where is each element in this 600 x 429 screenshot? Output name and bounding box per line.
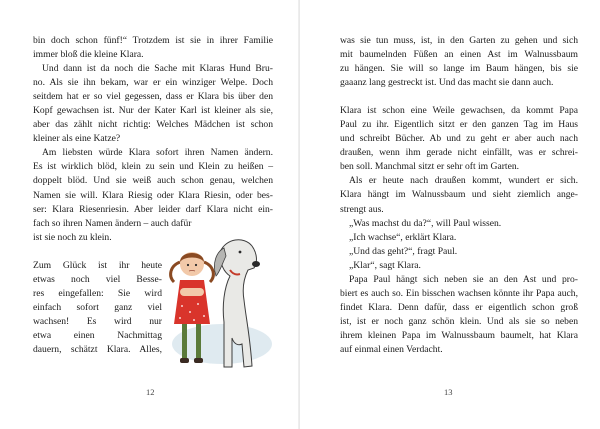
text-line: etwas noch viel Besse- xyxy=(33,274,162,286)
text-line: dauern, schätzt Klara. Alles, xyxy=(33,344,162,356)
wrapped-paragraph xyxy=(33,259,162,357)
text-line: ben soll. Manchmal sitzt er sehr oft im Garten. xyxy=(340,161,520,173)
paragraph-gap xyxy=(340,90,578,104)
text-line: zu hängen. Sie will so lange im Baum hängen, bis sie xyxy=(340,63,578,75)
paragraph xyxy=(33,62,273,146)
paragraph xyxy=(340,104,578,174)
text-line: ist, ist er noch ganz schön klein. Und als sie so neben xyxy=(340,315,578,327)
page-number: 13 xyxy=(444,387,453,397)
paragraph xyxy=(33,34,273,62)
text-line: Namen sie will. Klara Riesig oder Klara Riesin, oder bes- xyxy=(33,189,273,201)
dialogue-line: „Klar“, sagt Klara. xyxy=(349,259,421,271)
text-line: gaaanz lang gestreckt ist. Und das macht sie dann auch. xyxy=(340,77,554,89)
text-line: fach so ihren Namen ändern – auch dafür xyxy=(33,217,192,229)
text-line: Am liebsten würde Klara sofort ihren Namen ändern. xyxy=(42,147,273,159)
text-line: Paul zu ihr. Eigentlich sitzt er den ganzen Tag im Haus xyxy=(340,119,578,131)
text-line: seitdem hat er so viel gegessen, dass er Klara bis über den xyxy=(33,91,273,103)
text-line: draußen, wenn ihm gerade nicht einfällt, was er schrei- xyxy=(340,147,578,159)
girl-and-dog-illustration xyxy=(160,226,272,378)
text-line: bin doch schon fünf!“ Trotzdem ist sie in ihrer Familie xyxy=(33,35,273,46)
text-line: mit baumelnden Füßen an einen Ast im Walnussbaum xyxy=(340,49,578,61)
text-line: Klara ist schon eine Weile gewachsen, da kommt Papa xyxy=(340,105,578,117)
text-line: Klara hängt im Walnussbaum und sieht ziemlich ange- xyxy=(340,189,578,201)
text-line: Und dann ist da noch die Sache mit Klaras Hund Bru- xyxy=(42,63,273,75)
paragraph xyxy=(340,174,578,216)
text-line: ist sie noch zu klein. xyxy=(33,231,112,243)
text-line: biert es auch so. Ein bisschen wachsen könnte ihr Papa auch, xyxy=(340,287,578,299)
text-line: etwa einen Nachmittag xyxy=(33,330,162,342)
dialogue-line: „Was machst du da?“, will Paul wissen. xyxy=(349,217,502,229)
text-line: kleiner als eine Katze? xyxy=(33,133,121,145)
text-line: und schreibt Bücher. Ab und zu geht er aber auch nach xyxy=(340,133,578,145)
text-line: ihrem kleinen Papa im Walnussbaum baumelt, hat Klara xyxy=(340,329,578,341)
text-line: Kopf gewachsen ist. Nur der Kater Karl ist kleiner als sie, xyxy=(33,105,273,117)
page-number: 12 xyxy=(146,387,155,397)
text-line: was sie tun muss, ist, in den Garten zu gehen und sich xyxy=(340,35,578,46)
text-line: wachsen! Es wird nur xyxy=(33,316,162,328)
text-line: findet Klara. Denn dafür, dass er eigentlich schon groß xyxy=(340,301,578,313)
text-line: Als er heute nach draußen kommt, wundert er sich. xyxy=(349,175,578,187)
text-line: ser: Klara Riesenriesin. Aber leider darf Klara nicht ein- xyxy=(33,203,273,215)
dialogue xyxy=(340,217,578,273)
right-page-text xyxy=(340,34,578,357)
text-line: no. Als sie ihn bekam, war er ein winziger Welpe. Doch xyxy=(33,77,273,89)
left-page-text xyxy=(33,34,273,245)
text-line: strengt aus. xyxy=(340,203,384,215)
right-page xyxy=(300,0,600,429)
paragraph xyxy=(340,34,578,90)
text-line: res eingefallen: Sie wird xyxy=(33,288,162,300)
text-line: Papa Paul hängt sich neben sie an den Ast und pro- xyxy=(349,273,578,285)
text-line: aber das zählt nicht richtig: Welches Mädchen ist schon xyxy=(33,119,273,131)
dialogue-line: „Ich wachse“, erklärt Klara. xyxy=(349,231,457,243)
dialogue-line: „Und das geht?“, fragt Paul. xyxy=(349,245,458,257)
text-line: einfach sofort ganz viel xyxy=(33,302,162,314)
text-line: doppelt blöd. Und sie weiß auch schon genau, welchen xyxy=(33,175,273,187)
text-line: immer bloß die kleine Klara. xyxy=(33,49,144,61)
text-line: Zum Glück ist ihr heute xyxy=(33,260,162,271)
text-line: Es ist wirklich blöd, klein zu sein und Klein zu heißen – xyxy=(33,161,273,173)
paragraph xyxy=(340,273,578,357)
text-line: auf einmal einen Verdacht. xyxy=(340,343,443,355)
